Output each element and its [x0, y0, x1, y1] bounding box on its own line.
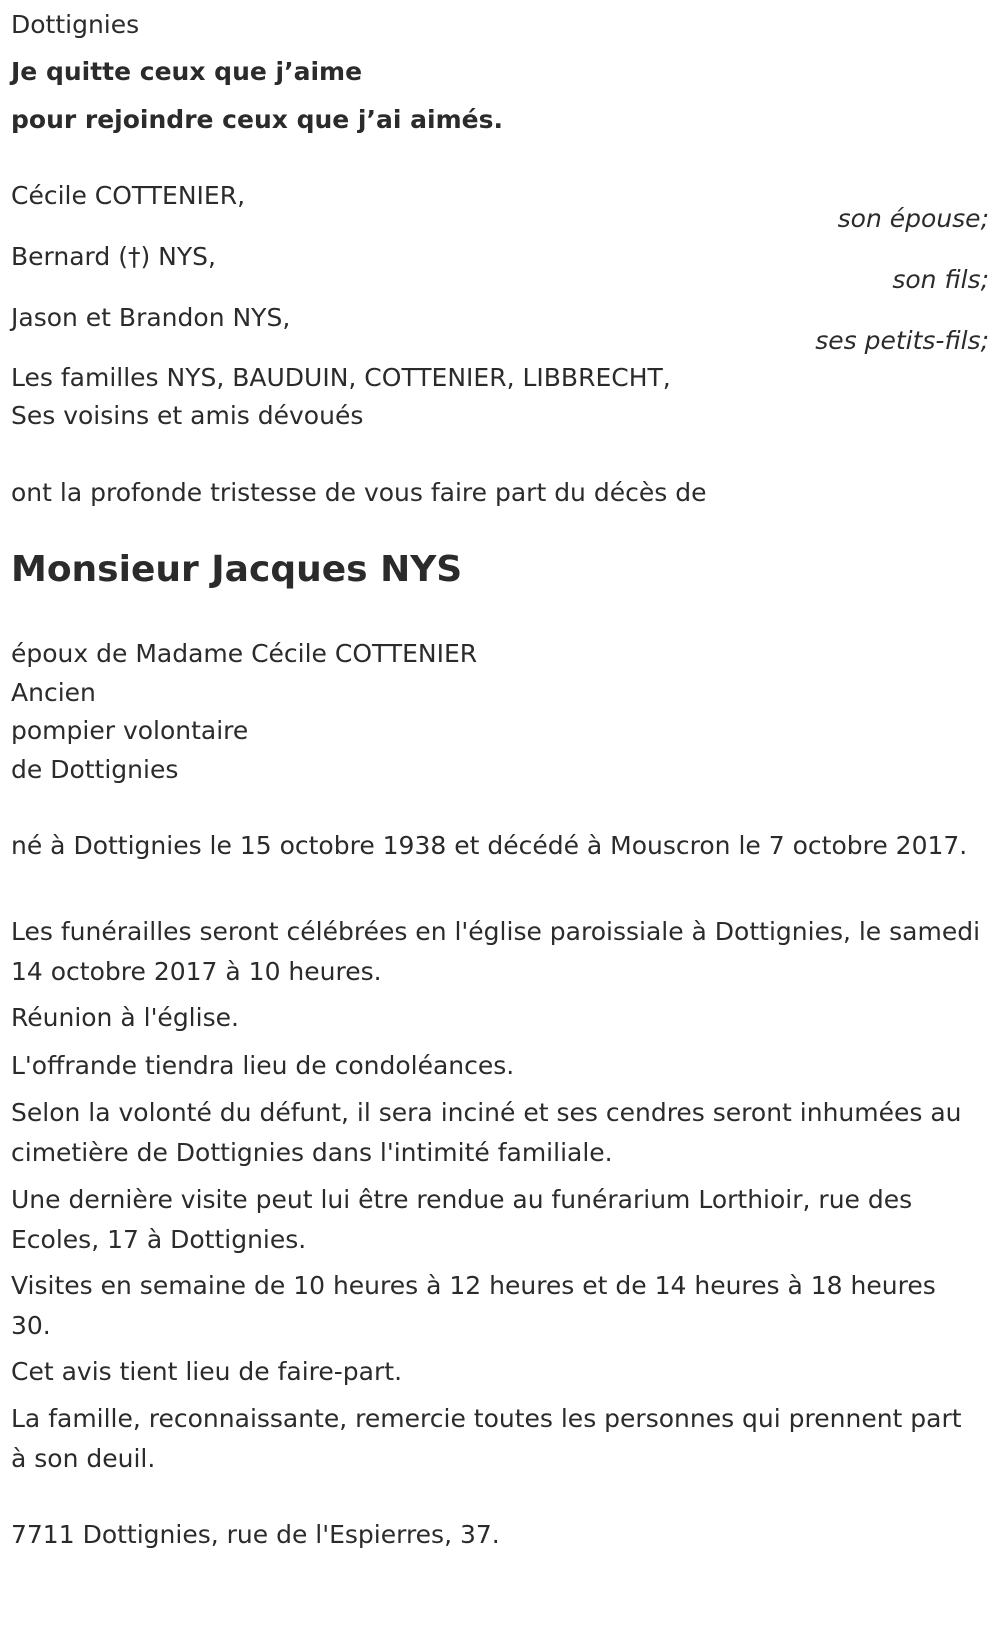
- family-member-relation: son fils;: [892, 265, 989, 294]
- announcement-text: ont la profonde tristesse de vous faire part du décès de: [11, 478, 707, 507]
- family-member-relation: son épouse;: [837, 204, 989, 233]
- family-member-name: Jason et Brandon NYS,: [11, 303, 291, 332]
- detail-line: de Dottignies: [11, 755, 179, 784]
- funeral-paragraph: Les funérailles seront célébrées en l'église paroissiale à Dottignies, le samedi 14 octobre 2017 à 10 heures.: [11, 917, 981, 986]
- offering-paragraph: L'offrande tiendra lieu de condoléances.: [11, 1051, 515, 1080]
- neighbors-line: Ses voisins et amis dévoués: [11, 401, 364, 430]
- visiting-hours-paragraph: Visites en semaine de 10 heures à 12 heures et de 14 heures à 18 heures 30.: [11, 1271, 936, 1340]
- detail-line: Ancien: [11, 678, 96, 707]
- detail-line: pompier volontaire: [11, 716, 249, 745]
- location-heading: Dottignies: [11, 10, 140, 39]
- address-line: 7711 Dottignies, rue de l'Espierres, 37.: [11, 1520, 500, 1549]
- visit-paragraph: Une dernière visite peut lui être rendue au funérarium Lorthioir, rue des Ecoles, 17 à Dottignies.: [11, 1185, 913, 1254]
- families-line: Les familles NYS, BAUDUIN, COTTENIER, LIBBRECHT,: [11, 363, 671, 392]
- family-member-name: Cécile COTTENIER,: [11, 181, 246, 210]
- family-member-relation: ses petits-fils;: [815, 326, 989, 355]
- quote-line-1: Je quitte ceux que j’aime: [11, 57, 363, 86]
- meeting-paragraph: Réunion à l'église.: [11, 1003, 239, 1032]
- cremation-paragraph: Selon la volonté du défunt, il sera inciné et ses cendres seront inhumées au cimetière de Dottignies dans l'intimité familiale.: [11, 1098, 962, 1167]
- thanks-paragraph: La famille, reconnaissante, remercie toutes les personnes qui prennent part à son deuil.: [11, 1404, 962, 1473]
- notice-paragraph: Cet avis tient lieu de faire-part.: [11, 1357, 403, 1386]
- family-member-name: Bernard (†) NYS,: [11, 242, 216, 271]
- detail-line: époux de Madame Cécile COTTENIER: [11, 639, 478, 668]
- birth-death-paragraph: né à Dottignies le 15 octobre 1938 et décédé à Mouscron le 7 octobre 2017.: [11, 831, 968, 860]
- quote-line-2: pour rejoindre ceux que j’ai aimés.: [11, 105, 503, 134]
- deceased-name: Monsieur Jacques NYS: [11, 549, 463, 590]
